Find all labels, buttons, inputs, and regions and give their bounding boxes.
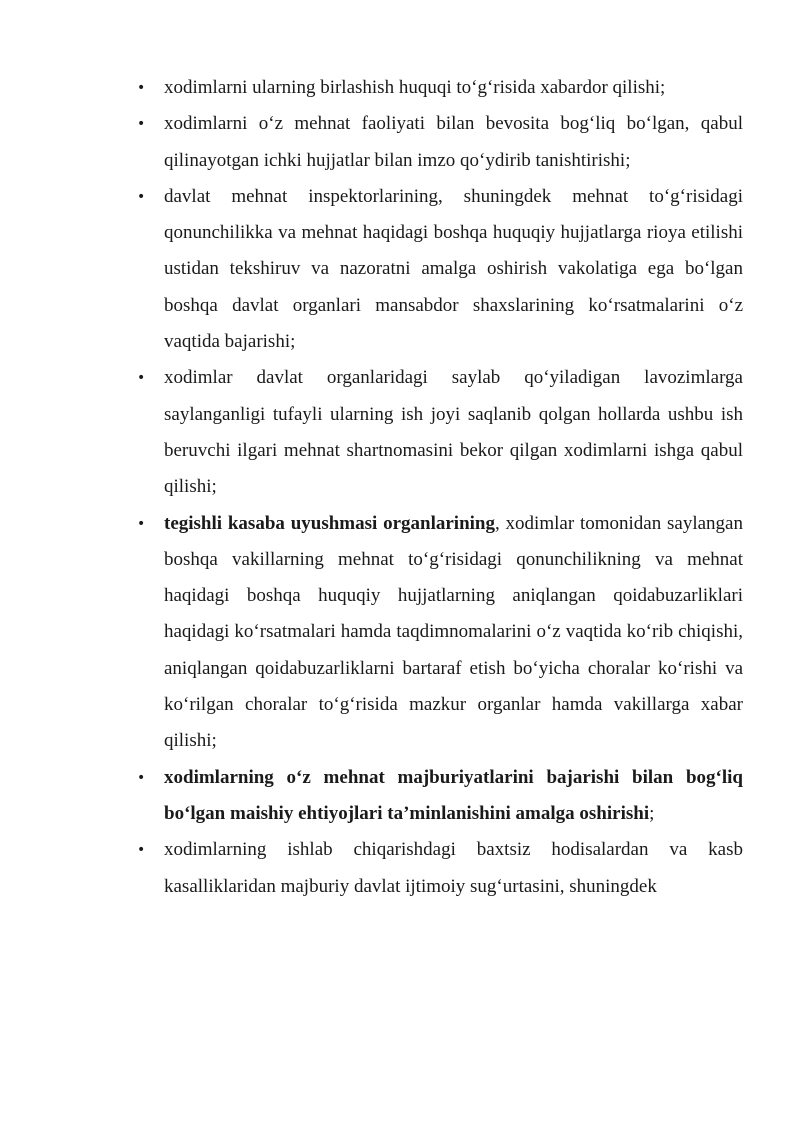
list-item [137, 832, 743, 905]
bullet-icon: • [137, 515, 146, 532]
list-item-bold-text: tegishli kasaba uyushmasi organlarining [164, 512, 495, 534]
bullet-icon: • [137, 769, 146, 786]
list-item-regular-text: xodimlar davlat organlaridagi saylab qo‘yiladigan lavozimlarga saylanganligi tufayli ularning ish joyi saqlanib qolgan hollarda ushbu ish beruvchi ilgari mehnat shartnomasini bekor qilgan xodimlarni ishga qabul qilishi; [164, 367, 743, 498]
list-item [137, 760, 743, 833]
list-item [137, 106, 743, 179]
list-item-regular-text: , xodimlar tomonidan saylangan boshqa vakillarning mehnat to‘g‘risidagi qonunchilikning va mehnat haqidagi boshqa huquqiy hujjatlarning aniqlangan qoidabuzarliklari haqidagi ko‘rsatmalari hamda taqdimnomalarini o‘z vaqtida ko‘rib chiqishi, aniqlangan qoidabuzarliklarni bartaraf etish bo‘yicha choralar ko‘rishi va ko‘rilgan choralar to‘g‘risida mazkur organlar hamda vakillarga xabar qilishi; [164, 512, 743, 752]
list-item [137, 179, 743, 360]
list-item-regular-text: xodimlarni o‘z mehnat faoliyati bilan bevosita bog‘liq bo‘lgan, qabul qilinayotgan ichki hujjatlar bilan imzo qo‘ydirib tanishtirishi; [164, 113, 743, 171]
list-item-regular-text: xodimlarni ularning birlashish huquqi to‘g‘risida xabardor qilishi; [164, 77, 666, 98]
bullet-icon: • [137, 370, 146, 387]
list-item-text [164, 70, 743, 106]
list-item-text [164, 760, 743, 833]
bullet-list [137, 70, 743, 905]
list-item-text [164, 506, 743, 760]
list-item-text [164, 106, 743, 179]
bullet-icon: • [137, 116, 146, 133]
list-item-text [164, 832, 743, 905]
bullet-icon: • [137, 188, 146, 205]
list-item [137, 360, 743, 505]
list-item-regular-text: ; [649, 802, 655, 824]
bullet-icon: • [137, 80, 146, 96]
list-item-text [164, 179, 743, 360]
list-item-bold-text: xodimlarning o‘z mehnat majburiyatlarini bajarishi bilan bog‘liq bo‘lgan maishiy ehtiyojlari ta’minlanishini amalga oshirishi [164, 766, 743, 824]
list-item-text [164, 360, 743, 505]
list-item [137, 70, 743, 106]
bullet-icon: • [137, 842, 146, 859]
list-item-regular-text: davlat mehnat inspektorlarining, shuningdek mehnat to‘g‘risidagi qonunchilikka va mehnat haqidagi boshqa huquqiy hujjatlarga rioya etilishi ustidan tekshiruv va nazoratni amalga oshirish vakolatiga ega bo‘lgan boshqa davlat organlari mansabdor shaxslarining ko‘rsatmalarini o‘z vaqtida bajarishi; [164, 185, 743, 353]
list-item [137, 506, 743, 760]
list-item-regular-text: xodimlarning ishlab chiqarishdagi baxtsiz hodisalardan va kasb kasalliklaridan majburiy davlat ijtimoiy sug‘urtasini, shuningdek [164, 839, 743, 897]
